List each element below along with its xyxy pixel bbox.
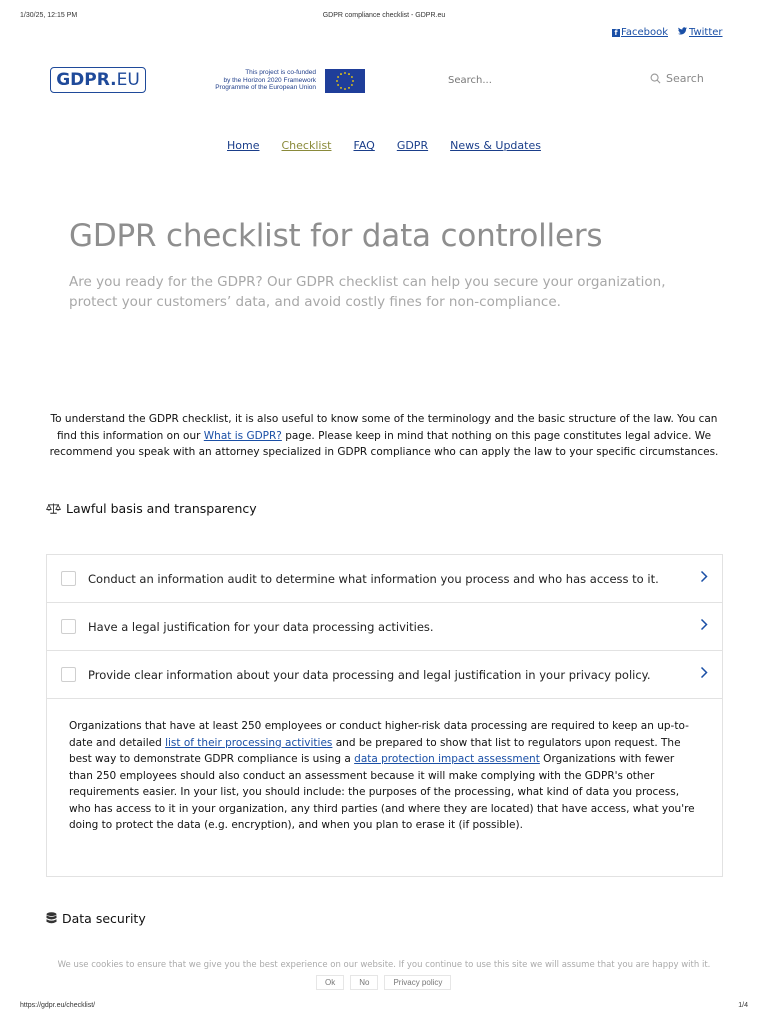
- main-nav: [0, 139, 768, 152]
- cookie-no-button[interactable]: No: [350, 975, 378, 990]
- search-button-label: Search: [666, 72, 704, 85]
- search-icon: [650, 73, 661, 84]
- facebook-icon: f: [612, 29, 620, 37]
- page-subtitle: Are you ready for the GDPR? Our GDPR checklist can help you secure your organization, protect your customers’ data, and avoid costly fines for non-compliance.: [69, 274, 666, 310]
- section-heading-lawful-label: Lawful basis and transparency: [66, 501, 257, 516]
- checklist-item-label: Provide clear information about your data processing and legal justification in your privacy policy.: [88, 667, 651, 682]
- section-heading-lawful: [46, 501, 257, 516]
- nav-home[interactable]: Home: [227, 139, 260, 152]
- checklist-checkbox[interactable]: [61, 619, 76, 634]
- database-icon: [46, 912, 57, 925]
- twitter-link-label[interactable]: Twitter: [689, 27, 723, 38]
- nav-news-updates[interactable]: News & Updates: [450, 139, 541, 152]
- nav-checklist[interactable]: Checklist: [281, 139, 332, 152]
- logo-bold-text: GDPR.: [56, 70, 117, 90]
- what-is-gdpr-link[interactable]: What is GDPR?: [203, 429, 282, 442]
- facebook-link-label[interactable]: Facebook: [621, 27, 668, 38]
- checklist-detail-panel: [46, 697, 723, 877]
- checklist-item[interactable]: [47, 555, 722, 603]
- eu-funding-line1: This project is co-funded: [245, 69, 316, 76]
- dpia-link[interactable]: data protection impact assessment: [354, 753, 540, 765]
- intro-text-1: To understand the GDPR checklist, it is also useful to know some of the terminology and the basic structure of the law. You can find this information on our: [50, 413, 718, 442]
- scale-icon: [46, 503, 61, 514]
- nav-gdpr[interactable]: GDPR: [396, 139, 429, 152]
- checklist-checkbox[interactable]: [61, 667, 76, 682]
- intro-paragraph: [44, 411, 724, 461]
- chevron-right-icon[interactable]: [700, 666, 708, 679]
- print-url: https://gdpr.eu/checklist/: [20, 1002, 96, 1009]
- cookie-message: We use cookies to ensure that we give you the best experience on our website. If you continue to use this site we will assume that you are happy with it.: [57, 960, 711, 970]
- nav-faq[interactable]: FAQ: [353, 139, 375, 152]
- checklist-checkbox[interactable]: [61, 571, 76, 586]
- eu-funding-line3: Programme of the European Union: [215, 84, 316, 91]
- eu-funding-text: [196, 69, 316, 92]
- checklist-item-label: Have a legal justification for your data processing activities.: [88, 619, 434, 634]
- cookie-ok-button[interactable]: Ok: [316, 975, 344, 990]
- section-heading-security-label: Data security: [62, 911, 146, 926]
- cookie-buttons: [316, 975, 451, 990]
- chevron-right-icon[interactable]: [700, 570, 708, 583]
- detail-text-1: Organizations that have at least 250 employees or conduct higher-risk data processing are required to keep an up-to-date and detailed: [69, 720, 689, 749]
- checklist-lawful: [46, 554, 723, 699]
- print-title: GDPR compliance checklist - GDPR.eu: [322, 12, 446, 19]
- detail-text-3: Organizations with fewer than 250 employees should also conduct an assessment because it will make complying with the GDPR's other requirements easier. In your list, you should include: the purposes of the processing, what kind of data you process, who has access to it in your organization, any third parties (and where they are located) that have access, what you're doing to protect the data (e.g. encryption), and when you plan to erase it (if possible).: [69, 753, 695, 831]
- print-date: 1/30/25, 12:15 PM: [20, 12, 78, 19]
- section-heading-security: [46, 911, 146, 926]
- intro-text-2: page. Please keep in mind that nothing on this page constitutes legal advice. We recommend you speak with an attorney specialized in GDPR compliance who can apply the law to your specific circumstances.: [49, 429, 719, 458]
- privacy-policy-button[interactable]: Privacy policy: [384, 975, 451, 990]
- processing-activities-link[interactable]: list of their processing activities: [165, 736, 333, 749]
- eu-flag-icon: [325, 69, 365, 93]
- page-title: GDPR checklist for data controllers: [69, 218, 603, 254]
- search-button[interactable]: [650, 72, 704, 85]
- twitter-icon: [678, 27, 687, 38]
- search-input[interactable]: [446, 72, 640, 88]
- eu-funding-line2: by the Horizon 2020 Framework: [223, 76, 316, 84]
- checklist-item-label: Conduct an information audit to determine what information you process and who has access to it.: [88, 571, 659, 586]
- checklist-item[interactable]: [47, 603, 722, 651]
- logo-light-text: EU: [116, 70, 140, 90]
- print-page-number: 1/4: [738, 1002, 748, 1009]
- detail-text-2: and be prepared to show that list to regulators upon request. The best way to demonstrate GDPR compliance is using a: [69, 736, 681, 765]
- twitter-link[interactable]: [678, 27, 723, 38]
- checklist-item[interactable]: [47, 651, 722, 698]
- gdpr-eu-logo[interactable]: [50, 67, 146, 93]
- chevron-right-icon[interactable]: [700, 618, 708, 631]
- facebook-link[interactable]: [612, 27, 668, 38]
